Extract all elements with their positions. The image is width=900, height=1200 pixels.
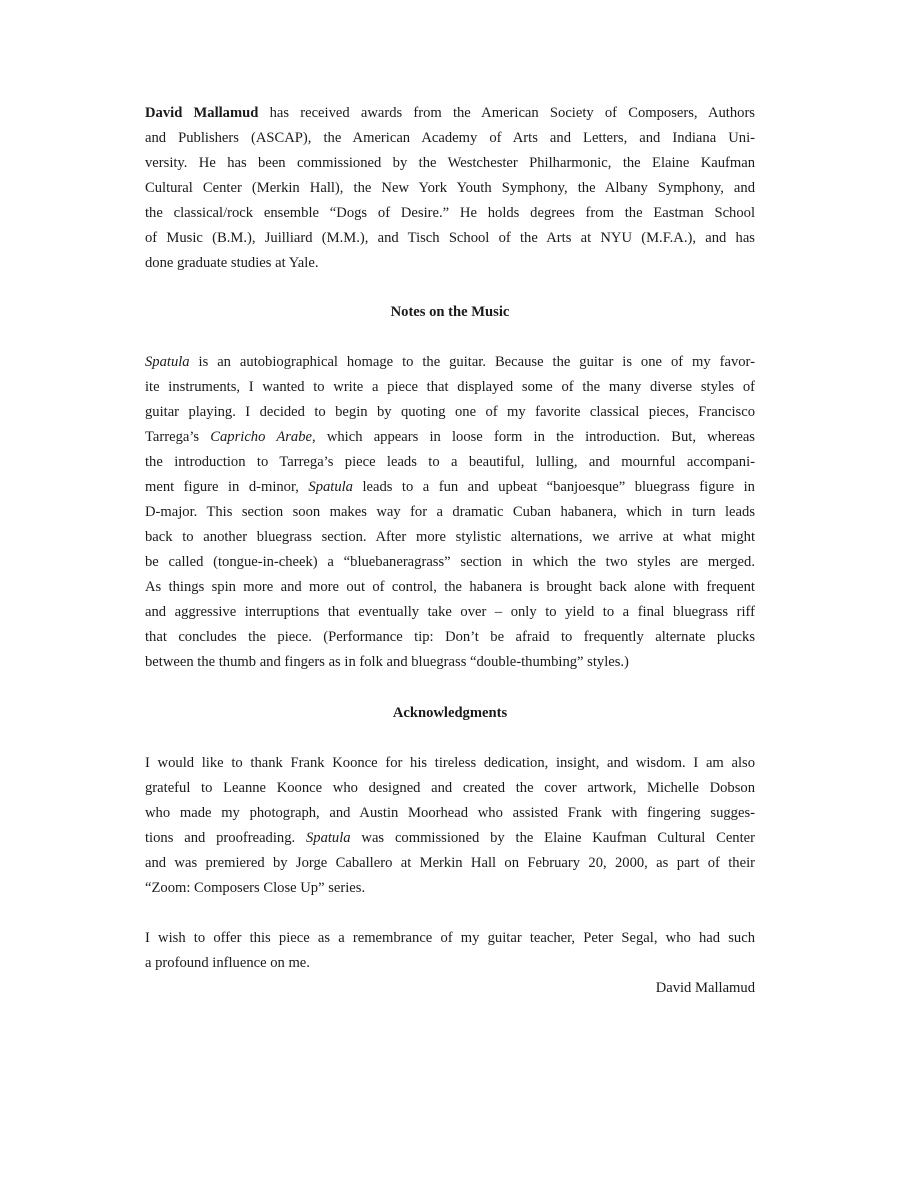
- ack-line: grateful to Leanne Koonce who designed and created the cover artwork, Michelle Dobson: [145, 780, 755, 796]
- bio-line-1: David Mallamud has received awards from the American Society of Composers, Authors: [145, 105, 755, 121]
- notes-line: ment figure in d-minor, Spatula leads to a fun and upbeat “banjoesque” bluegrass figure in: [145, 479, 755, 495]
- dedication-line: a profound influence on me.: [145, 955, 310, 971]
- notes-line: back to another bluegrass section. After more stylistic alternations, we arrive at what might: [145, 529, 755, 545]
- bio-line-7: done graduate studies at Yale.: [145, 255, 319, 271]
- notes-line: Spatula is an autobiographical homage to the guitar. Because the guitar is one of my favor-: [145, 354, 755, 370]
- acknowledgments-heading: Acknowledgments: [392, 705, 508, 721]
- notes-line: and aggressive interruptions that eventually take over – only to yield to a final bluegrass riff: [145, 604, 755, 620]
- quoted-piece-title: Capricho Arabe: [210, 429, 312, 445]
- notes-paragraph: [145, 350, 755, 675]
- signature: David Mallamud: [655, 980, 755, 996]
- piece-title: Spatula: [145, 354, 190, 370]
- notes-line: be called (tongue-in-cheek) a “bluebaneragrass” section in which the two styles are merged.: [145, 554, 755, 570]
- dedication-line: I wish to offer this piece as a remembrance of my guitar teacher, Peter Segal, who had such: [145, 930, 755, 946]
- ack-line: who made my photograph, and Austin Moorhead who assisted Frank with fingering sugges-: [145, 805, 755, 821]
- piece-title: Spatula: [305, 830, 351, 846]
- acknowledgments-paragraph: [145, 751, 755, 901]
- notes-line: ite instruments, I wanted to write a piece that displayed some of the many diverse styles of: [145, 379, 755, 395]
- notes-line: As things spin more and more out of control, the habanera is brought back alone with frequent: [145, 579, 755, 595]
- notes-heading: Notes on the Music: [390, 304, 510, 320]
- bio-line-3: versity. He has been commissioned by the Westchester Philharmonic, the Elaine Kaufman: [145, 155, 755, 171]
- bio-paragraph: [145, 101, 755, 276]
- piece-title: Spatula: [308, 479, 353, 495]
- ack-line: “Zoom: Composers Close Up” series.: [145, 880, 366, 896]
- bio-line-2: and Publishers (ASCAP), the American Academy of Arts and Letters, and Indiana Uni-: [145, 130, 755, 146]
- bio-line-5: the classical/rock ensemble “Dogs of Desire.” He holds degrees from the Eastman School: [145, 205, 755, 221]
- bio-line-4: Cultural Center (Merkin Hall), the New York Youth Symphony, the Albany Symphony, and: [145, 180, 755, 196]
- notes-line: D-major. This section soon makes way for a dramatic Cuban habanera, which in turn leads: [145, 504, 755, 520]
- notes-line: guitar playing. I decided to begin by quoting one of my favorite classical pieces, Francisco: [145, 404, 755, 420]
- ack-line: I would like to thank Frank Koonce for his tireless dedication, insight, and wisdom. I am also: [145, 755, 755, 771]
- ack-line: and was premiered by Jorge Caballero at Merkin Hall on February 20, 2000, as part of their: [145, 855, 755, 871]
- dedication-paragraph: [145, 926, 755, 976]
- notes-line: that concludes the piece. (Performance tip: Don’t be afraid to frequently alternate plucks: [145, 629, 755, 645]
- bio-line-6: of Music (B.M.), Juilliard (M.M.), and Tisch School of the Arts at NYU (M.F.A.), and has: [145, 230, 755, 246]
- ack-line: tions and proofreading. Spatula was commissioned by the Elaine Kaufman Cultural Center: [145, 830, 755, 846]
- composer-name: David Mallamud: [145, 105, 259, 121]
- notes-line: the introduction to Tarrega’s piece leads to a beautiful, lulling, and mournful accompani-: [145, 454, 755, 470]
- notes-line: between the thumb and fingers as in folk and bluegrass “double-thumbing” styles.): [145, 654, 629, 670]
- notes-line: Tarrega’s Capricho Arabe, which appears in loose form in the introduction. But, whereas: [145, 429, 755, 445]
